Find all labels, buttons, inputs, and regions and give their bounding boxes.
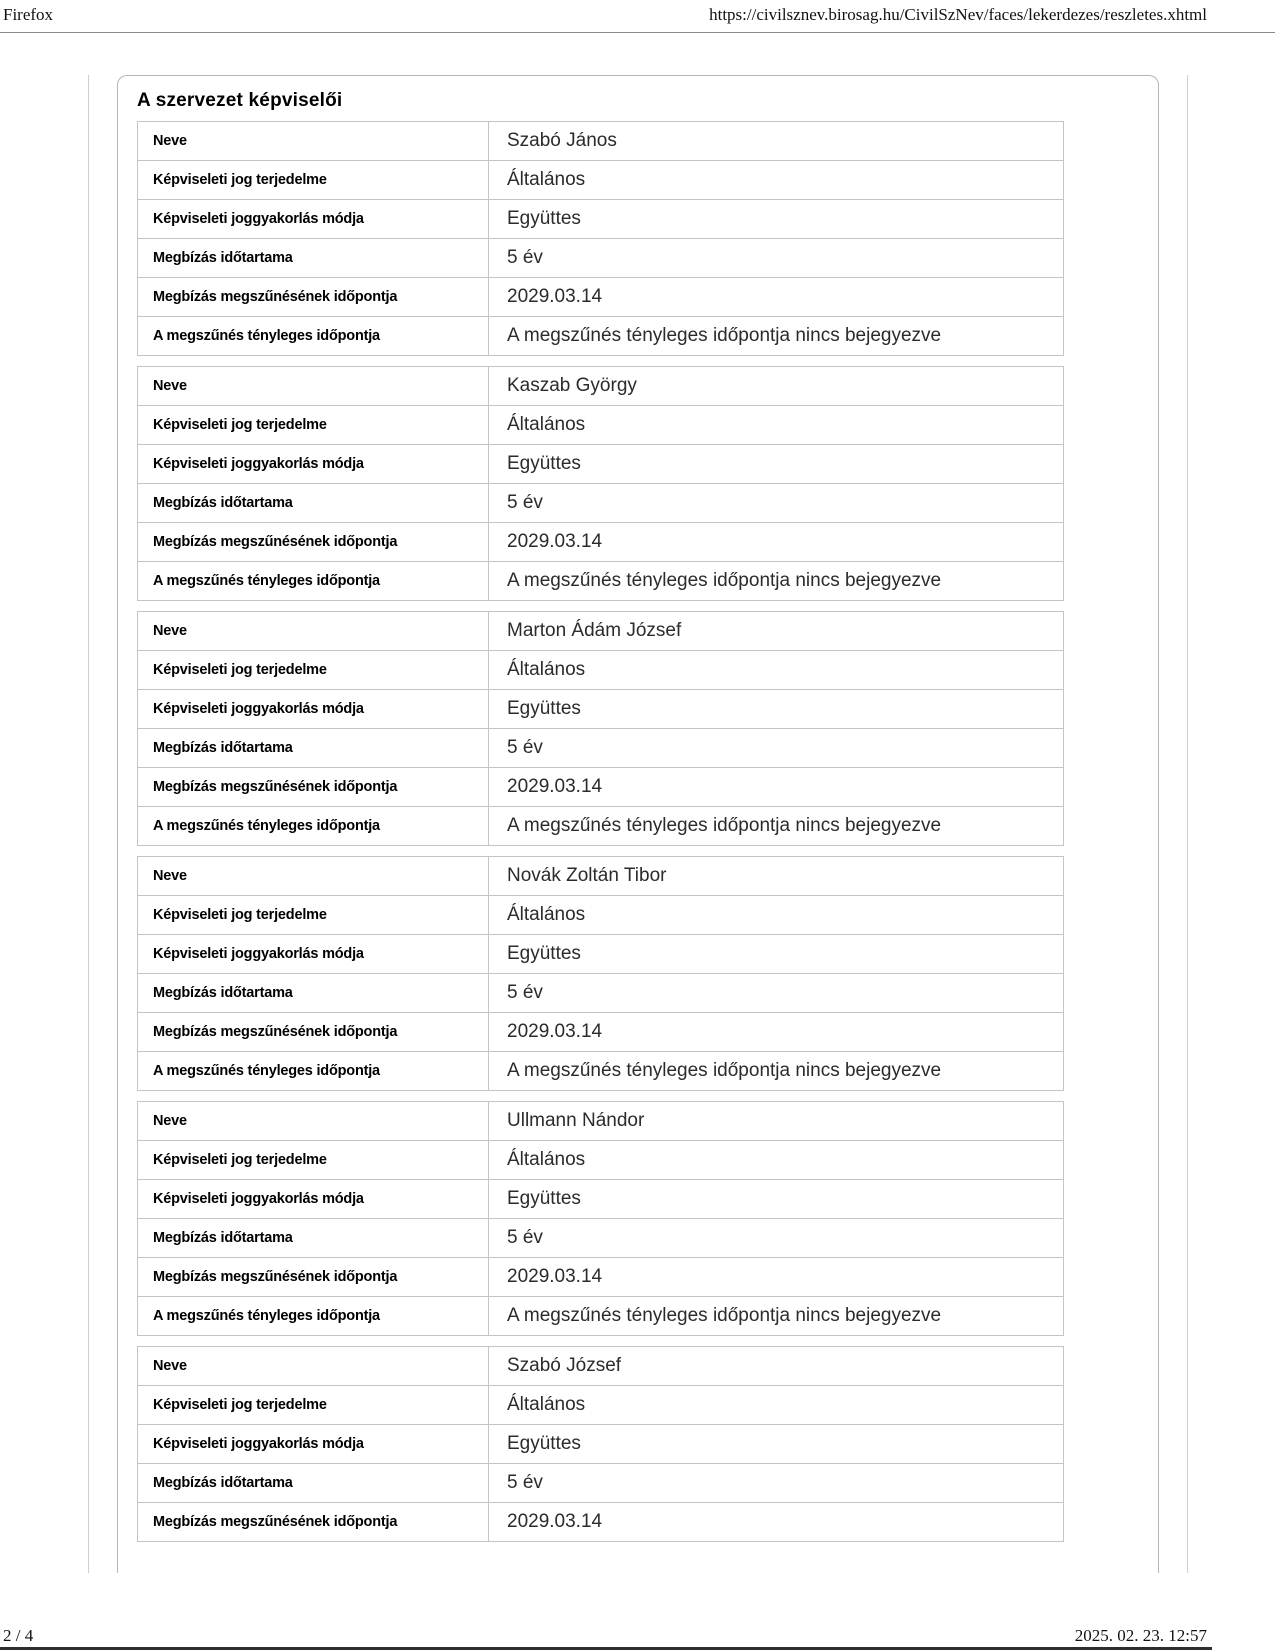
table-row xyxy=(138,1386,1064,1425)
table-row xyxy=(138,807,1064,846)
field-value: A megszűnés tényleges időpontja nincs bejegyezve xyxy=(489,562,1064,601)
field-value: A megszűnés tényleges időpontja nincs bejegyezve xyxy=(489,317,1064,356)
field-value: 5 év xyxy=(489,974,1064,1013)
field-value: 2029.03.14 xyxy=(489,1258,1064,1297)
field-label: Neve xyxy=(138,612,489,651)
field-label: Képviseleti joggyakorlás módja xyxy=(138,935,489,974)
table-row xyxy=(138,239,1064,278)
table-row xyxy=(138,612,1064,651)
field-label: Megbízás megszűnésének időpontja xyxy=(138,278,489,317)
field-label: Neve xyxy=(138,367,489,406)
table-row xyxy=(138,974,1064,1013)
table-row xyxy=(138,278,1064,317)
table-row xyxy=(138,1102,1064,1141)
field-value: 2029.03.14 xyxy=(489,768,1064,807)
field-label: Megbízás időtartama xyxy=(138,974,489,1013)
field-label: A megszűnés tényleges időpontja xyxy=(138,317,489,356)
table-row xyxy=(138,406,1064,445)
field-value: Novák Zoltán Tibor xyxy=(489,857,1064,896)
field-label: Képviseleti jog terjedelme xyxy=(138,406,489,445)
field-value: Ullmann Nándor xyxy=(489,1102,1064,1141)
table-row xyxy=(138,896,1064,935)
representatives-list xyxy=(137,121,1064,1552)
field-label: Megbízás megszűnésének időpontja xyxy=(138,1258,489,1297)
section-title: A szervezet képviselői xyxy=(137,90,343,111)
field-value: 5 év xyxy=(489,1219,1064,1258)
table-row xyxy=(138,1503,1064,1542)
field-value: Együttes xyxy=(489,1180,1064,1219)
field-label: Megbízás időtartama xyxy=(138,239,489,278)
table-row xyxy=(138,857,1064,896)
table-row xyxy=(138,317,1064,356)
field-label: A megszűnés tényleges időpontja xyxy=(138,1297,489,1336)
representative-table xyxy=(137,121,1064,356)
field-label: Képviseleti joggyakorlás módja xyxy=(138,1180,489,1219)
table-row xyxy=(138,367,1064,406)
field-label: Neve xyxy=(138,1102,489,1141)
field-label: Megbízás megszűnésének időpontja xyxy=(138,523,489,562)
field-value: Általános xyxy=(489,651,1064,690)
header-separator-line xyxy=(0,32,1275,33)
field-value: 5 év xyxy=(489,484,1064,523)
document-url: https://civilsznev.birosag.hu/CivilSzNev/faces/lekerdezes/reszletes.xhtml xyxy=(709,5,1207,24)
table-row xyxy=(138,1180,1064,1219)
table-row xyxy=(138,1425,1064,1464)
field-value: Együttes xyxy=(489,445,1064,484)
page-number: 2 / 4 xyxy=(3,1626,34,1645)
field-value: Szabó János xyxy=(489,122,1064,161)
field-label: Képviseleti joggyakorlás módja xyxy=(138,200,489,239)
field-label: Neve xyxy=(138,122,489,161)
field-value: 5 év xyxy=(489,1464,1064,1503)
table-row xyxy=(138,1141,1064,1180)
representative-table xyxy=(137,1101,1064,1336)
table-row xyxy=(138,1347,1064,1386)
print-timestamp: 2025. 02. 23. 12:57 xyxy=(1074,1626,1207,1645)
table-row xyxy=(138,562,1064,601)
field-value: 2029.03.14 xyxy=(489,523,1064,562)
table-row xyxy=(138,445,1064,484)
field-value: A megszűnés tényleges időpontja nincs bejegyezve xyxy=(489,807,1064,846)
table-row xyxy=(138,1297,1064,1336)
field-label: Megbízás időtartama xyxy=(138,729,489,768)
field-value: A megszűnés tényleges időpontja nincs bejegyezve xyxy=(489,1052,1064,1091)
field-value: 2029.03.14 xyxy=(489,1503,1064,1542)
field-value: Általános xyxy=(489,161,1064,200)
field-label: Megbízás megszűnésének időpontja xyxy=(138,1503,489,1542)
field-label: Megbízás időtartama xyxy=(138,484,489,523)
table-row xyxy=(138,1258,1064,1297)
field-label: A megszűnés tényleges időpontja xyxy=(138,562,489,601)
field-label: Képviseleti joggyakorlás módja xyxy=(138,690,489,729)
table-row xyxy=(138,200,1064,239)
field-label: Megbízás megszűnésének időpontja xyxy=(138,768,489,807)
representative-table xyxy=(137,611,1064,846)
page-right-border xyxy=(1187,75,1188,1573)
table-row xyxy=(138,935,1064,974)
representative-table xyxy=(137,366,1064,601)
field-value: Marton Ádám József xyxy=(489,612,1064,651)
field-value: 5 év xyxy=(489,239,1064,278)
field-value: Szabó József xyxy=(489,1347,1064,1386)
table-row xyxy=(138,523,1064,562)
field-label: Képviseleti joggyakorlás módja xyxy=(138,1425,489,1464)
representative-table xyxy=(137,856,1064,1091)
field-value: Általános xyxy=(489,1141,1064,1180)
field-value: A megszűnés tényleges időpontja nincs bejegyezve xyxy=(489,1297,1064,1336)
table-row xyxy=(138,729,1064,768)
field-value: Együttes xyxy=(489,1425,1064,1464)
field-label: Képviseleti jog terjedelme xyxy=(138,1386,489,1425)
field-label: Neve xyxy=(138,1347,489,1386)
field-value: Általános xyxy=(489,896,1064,935)
field-value: Általános xyxy=(489,406,1064,445)
field-label: Képviseleti jog terjedelme xyxy=(138,1141,489,1180)
field-value: Együttes xyxy=(489,200,1064,239)
table-row xyxy=(138,1013,1064,1052)
field-value: 2029.03.14 xyxy=(489,1013,1064,1052)
field-value: Együttes xyxy=(489,935,1064,974)
field-label: Képviseleti joggyakorlás módja xyxy=(138,445,489,484)
page-left-border xyxy=(88,75,89,1573)
table-row xyxy=(138,768,1064,807)
field-label: A megszűnés tényleges időpontja xyxy=(138,1052,489,1091)
field-label: Képviseleti jog terjedelme xyxy=(138,651,489,690)
field-label: Megbízás időtartama xyxy=(138,1219,489,1258)
field-value: 2029.03.14 xyxy=(489,278,1064,317)
table-row xyxy=(138,1219,1064,1258)
field-label: Megbízás megszűnésének időpontja xyxy=(138,1013,489,1052)
field-label: A megszűnés tényleges időpontja xyxy=(138,807,489,846)
table-row xyxy=(138,484,1064,523)
browser-name: Firefox xyxy=(3,5,54,24)
table-row xyxy=(138,122,1064,161)
field-value: Általános xyxy=(489,1386,1064,1425)
field-value: Együttes xyxy=(489,690,1064,729)
table-row xyxy=(138,1464,1064,1503)
field-label: Neve xyxy=(138,857,489,896)
table-row xyxy=(138,651,1064,690)
table-row xyxy=(138,161,1064,200)
representative-table xyxy=(137,1346,1064,1542)
field-label: Képviseleti jog terjedelme xyxy=(138,161,489,200)
field-value: Kaszab György xyxy=(489,367,1064,406)
table-row xyxy=(138,1052,1064,1091)
field-value: 5 év xyxy=(489,729,1064,768)
field-label: Képviseleti jog terjedelme xyxy=(138,896,489,935)
table-row xyxy=(138,690,1064,729)
field-label: Megbízás időtartama xyxy=(138,1464,489,1503)
